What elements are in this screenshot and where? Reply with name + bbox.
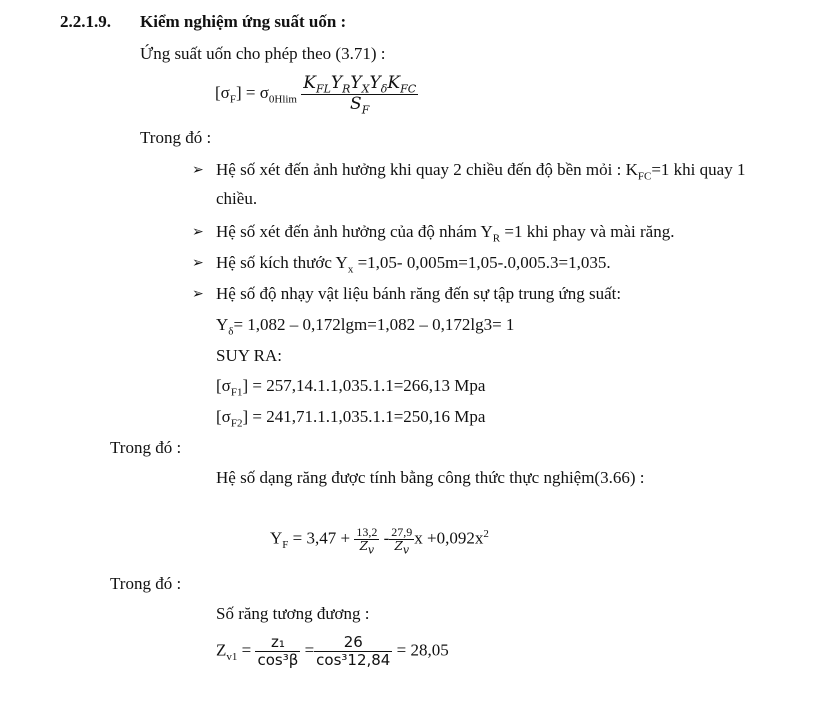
bullet-arrow-icon: ➢ <box>192 256 204 271</box>
trong-do-label-1: Trong đó : <box>140 128 212 147</box>
bullet-item-1: Hệ số xét đến ảnh hưởng khi quay 2 chiều đến độ bền mỏi : $K_{FC}=1$ khi quay 1 <box>216 160 746 183</box>
bullet-arrow-icon: ➢ <box>192 287 204 302</box>
section-number: 2.2.1.9. <box>60 12 111 31</box>
formula1-sub: 0Hlim <box>268 93 297 106</box>
yf-fraction-1: $\frac{13,2}{Z_v}$ <box>356 525 378 557</box>
formula1-lhs-sub: F <box>229 93 236 106</box>
bullet-arrow-icon: ➢ <box>192 225 204 240</box>
bullet-item-3: Hệ số kích thước $Y_x =1,05-$ 0,005m=1,05-.0,005.3=1,035. <box>216 253 611 276</box>
section-title: Kiểm nghiệm ứng suất uốn : <box>140 12 347 31</box>
ydelta-line: $Y_\delta= 1,082 - 0,172\lg m=1,082 - 0,172\lg 3= 1$ <box>216 315 515 338</box>
trong-do-label-2: Trong đó : <box>110 438 182 457</box>
intro-text: Ứng suất uốn cho phép theo (3.71) : <box>140 44 386 63</box>
formula1-lhs: [σ <box>215 82 230 102</box>
formula1-numerator: $K_{FL}Y_RY_XY_\delta K_{FC}$ <box>303 73 417 96</box>
bullet-item-1-continued: chiều. <box>216 189 258 208</box>
sigma-f1-line: $[\sigma_{F1}] = 257,14.1.1,035.1.1=266,13$ Mpa <box>216 376 486 399</box>
formula-equivalent-teeth: $Z_{v1}$ = $\frac{\text{z₁}}{\text{cos³β}}$ = $\frac{26}{\text{cos³12,84}}$ = 28,05 <box>216 633 449 670</box>
suy-ra-label: SUY RA: <box>216 346 282 365</box>
yf-fraction-2: $\frac{27,9}{Z_v}$ <box>391 525 413 557</box>
formula-tooth-form-factor: $Y_F = 3,47$ + $\frac{13,2}{Z_v}$ - $\frac{27,9}{Z_v}$ $x +0,092x^2$ <box>270 525 489 557</box>
formula1-fraction <box>301 74 418 114</box>
trong-do-label-3: Trong đó : <box>110 574 182 593</box>
sigma-f2-line: $[\sigma_{F2}] = 241,71.1.1,035.1.1=250,16$ Mpa <box>216 407 486 430</box>
bullet-arrow-icon: ➢ <box>192 163 204 178</box>
formula-allowable-stress <box>215 74 418 114</box>
formula1-denominator: $S_F$ <box>350 93 370 116</box>
zv-intro: Số răng tương đương : <box>216 604 370 623</box>
bullet-item-4: Hệ số độ nhạy vật liệu bánh răng đến sự tập trung ứng suất: <box>216 284 622 303</box>
zv-fraction-1: $\frac{\text{z₁}}{\text{cos³β}}$ <box>257 633 299 670</box>
zv-fraction-2: $\frac{26}{\text{cos³12,84}}$ <box>316 633 391 670</box>
formula1-lhs-end: ] = σ <box>235 82 269 102</box>
yf-intro: Hệ số dạng răng được tính bằng công thức thực nghiệm(3.66) : <box>216 468 645 487</box>
bullet-item-2: Hệ số xét đến ảnh hưởng của độ nhám $Y_R =1$ khi phay và mài răng. <box>216 222 675 245</box>
